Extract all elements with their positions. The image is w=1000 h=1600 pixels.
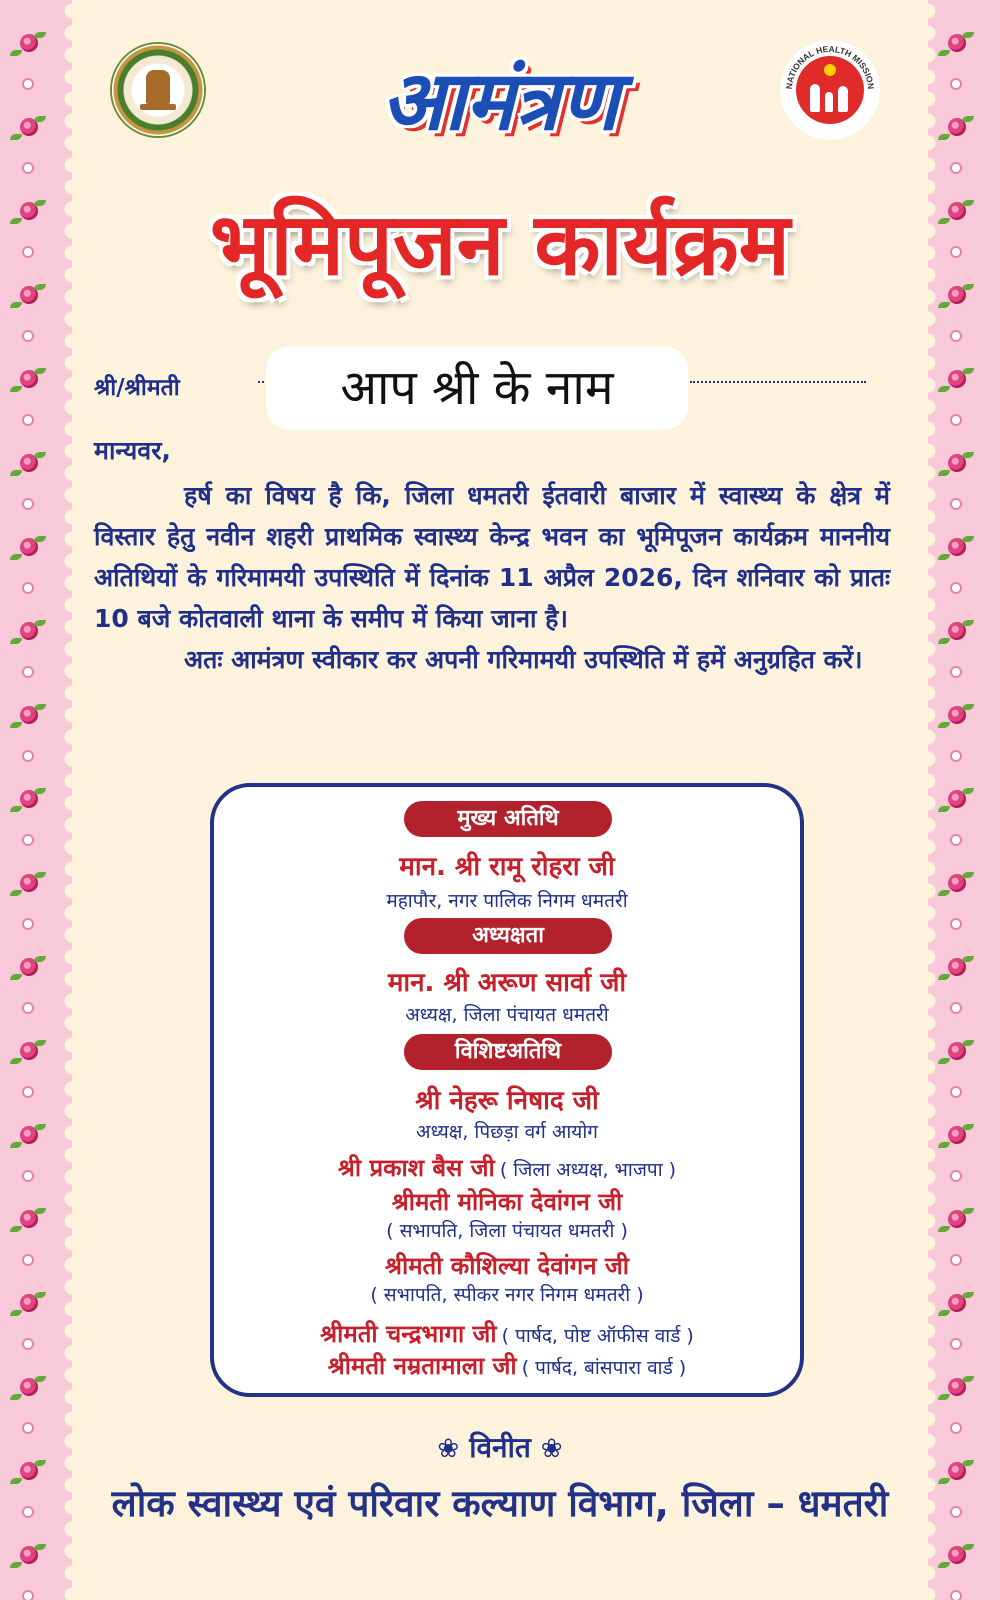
leaf-icon [34, 1292, 46, 1298]
small-flower-icon [24, 584, 32, 592]
leaf-icon [34, 1208, 46, 1214]
special-guest-name: श्री प्रकाश बैस जी [337, 1154, 495, 1182]
small-flower-icon [952, 416, 960, 424]
leaf-icon [10, 974, 22, 980]
leaf-icon [938, 1058, 950, 1064]
leaf-icon [10, 218, 22, 224]
leaf-icon [10, 470, 22, 476]
small-flower-icon [24, 1088, 32, 1096]
small-flower-icon [952, 1508, 960, 1516]
small-flower-icon [952, 80, 960, 88]
leaf-icon [962, 200, 974, 206]
leaf-icon [10, 890, 22, 896]
leaf-icon [938, 470, 950, 476]
salutation: मान्यवर, [94, 436, 171, 465]
small-flower-icon [24, 752, 32, 760]
leaf-icon [938, 1310, 950, 1316]
small-flower-icon [952, 248, 960, 256]
leaf-icon [962, 368, 974, 374]
ashoka-emblem-icon [146, 70, 170, 104]
small-flower-icon [952, 1088, 960, 1096]
special-guest-row [214, 1317, 800, 1350]
small-flower-icon [952, 920, 960, 928]
small-flower-icon [24, 1004, 32, 1012]
special-guest-name: श्रीमती नम्रतामाला जी [327, 1352, 517, 1380]
special-guest-designation: ( सभापति, जिला पंचायत धमतरी ) [386, 1220, 628, 1242]
leaf-icon [34, 200, 46, 206]
special-guest-name: श्रीमती चन्द्रभागा जी [320, 1320, 497, 1348]
special-guest-name: श्रीमती मोनिका देवांगन जी [391, 1188, 623, 1216]
special-guest-name: श्री नेहरू निषाद जी [415, 1086, 599, 1116]
ornament-left-icon: ❀ [437, 1434, 460, 1464]
invitation-letter [94, 430, 890, 680]
leaf-icon [938, 1394, 950, 1400]
small-flower-icon [24, 1340, 32, 1348]
small-flower-icon [24, 836, 32, 844]
leaf-icon [34, 620, 46, 626]
leaf-icon [938, 890, 950, 896]
leaf-icon [962, 956, 974, 962]
leaf-icon [10, 302, 22, 308]
leaf-icon [34, 1124, 46, 1130]
letter-paragraph-2: अतः आमंत्रण स्वीकार कर अपनी गरिमामयी उपस्थिति में हमें अनुग्रहित करें। [184, 645, 863, 674]
small-flower-icon [952, 752, 960, 760]
leaf-icon [938, 806, 950, 812]
special-guest-designation: ( सभापति, स्पीकर नगर निगम धमतरी ) [370, 1284, 644, 1306]
national-health-mission-logo-icon [780, 40, 880, 140]
leaf-icon [962, 1124, 974, 1130]
right-border-scallop [928, 0, 937, 1600]
leaf-icon [938, 386, 950, 392]
ornament-right-icon: ❀ [540, 1434, 563, 1464]
special-guest-designation: ( पार्षद, पोष्ट ऑफीस वार्ड ) [501, 1325, 694, 1347]
department-name: लोक स्वास्थ्य एवं परिवार कल्याण विभाग, जिला – धमतरी [111, 1482, 889, 1525]
leaf-icon [962, 872, 974, 878]
leaf-icon [962, 704, 974, 710]
leaf-icon [10, 50, 22, 56]
special-guest-row [214, 1151, 800, 1184]
leaf-icon [34, 284, 46, 290]
special-guest-designation: ( पार्षद, बांसपारा वार्ड ) [521, 1357, 687, 1379]
leaf-icon [938, 218, 950, 224]
small-flower-icon [24, 248, 32, 256]
leaf-icon [962, 1376, 974, 1382]
leaf-icon [34, 368, 46, 374]
closing-word: विनीत [469, 1431, 531, 1464]
leaf-icon [10, 1058, 22, 1064]
small-flower-icon [24, 416, 32, 424]
small-flower-icon [952, 1340, 960, 1348]
leaf-icon [34, 704, 46, 710]
leaf-icon [962, 32, 974, 38]
small-flower-icon [24, 1172, 32, 1180]
leaf-icon [938, 554, 950, 560]
right-floral-border [928, 0, 1000, 1600]
leaf-icon [962, 1208, 974, 1214]
leaf-icon [10, 1226, 22, 1232]
leaf-icon [10, 1478, 22, 1484]
leaf-icon [34, 1544, 46, 1550]
leaf-icon [34, 1376, 46, 1382]
leaf-icon [10, 1394, 22, 1400]
letter-paragraph-1: हर्ष का विषय है कि, जिला धमतरी ईतवारी बाजार में स्वास्थ्य के क्षेत्र में विस्तार हेतु नवीन शहरी प्राथमिक स्वास्थ्य केन्द्र भवन का भूमिपूजन कार्यक्रम माननीय अतिथियों के गरिमामयी उपस्थिति में दिनांक 11 अप्रैल 2026, दिन शनिवार को प्रातः 10 बजे कोतवाली थाना के समीप में किया जाना है। [94, 481, 890, 633]
man-figure-icon [810, 84, 820, 112]
leaf-icon [938, 1142, 950, 1148]
small-flower-icon [24, 332, 32, 340]
chhattisgarh-government-seal-icon [112, 44, 204, 136]
leaf-icon [938, 1226, 950, 1232]
leaf-icon [10, 1310, 22, 1316]
special-guest-heading: विशिष्टअतिथि [404, 1034, 612, 1070]
leaf-icon [938, 974, 950, 980]
presiding-heading: अध्यक्षता [404, 918, 612, 954]
small-flower-icon [952, 332, 960, 340]
leaf-icon [962, 1544, 974, 1550]
leaf-icon [938, 50, 950, 56]
invitation-title: आमंत्रण [381, 53, 619, 149]
leaf-icon [10, 806, 22, 812]
leaf-icon [10, 722, 22, 728]
left-floral-border [0, 0, 72, 1600]
closing-line [0, 1428, 1000, 1466]
small-flower-icon [952, 1256, 960, 1264]
leaf-icon [10, 638, 22, 644]
leaf-icon [34, 788, 46, 794]
leaf-icon [10, 554, 22, 560]
small-flower-icon [952, 164, 960, 172]
presiding-guest-name: मान. श्री अरूण सार्वा जी [387, 968, 627, 998]
leaf-icon [34, 1040, 46, 1046]
nhm-ring-label: NATIONAL HEALTH MISSION [783, 43, 877, 90]
special-guest-designation: ( जिला अध्यक्ष, भाजपा ) [499, 1159, 677, 1181]
small-flower-icon [952, 1592, 960, 1600]
chief-guest-heading: मुख्य अतिथि [404, 801, 612, 837]
leaf-icon [34, 536, 46, 542]
leaf-icon [962, 284, 974, 290]
chief-guest-designation: महापौर, नगर पालिक निगम धमतरी [386, 890, 628, 912]
small-flower-icon [952, 1172, 960, 1180]
leaf-icon [938, 302, 950, 308]
small-flower-icon [952, 500, 960, 508]
leaf-icon [34, 872, 46, 878]
guests-panel [210, 783, 804, 1397]
leaf-icon [10, 386, 22, 392]
leaf-icon [34, 452, 46, 458]
presiding-guest-designation: अध्यक्ष, जिला पंचायत धमतरी [405, 1004, 609, 1026]
woman-figure-icon [838, 86, 848, 112]
special-guest-name: श्रीमती कौशिल्या देवांगन जी [385, 1252, 629, 1280]
leaf-icon [938, 1478, 950, 1484]
small-flower-icon [952, 836, 960, 844]
leaf-icon [34, 116, 46, 122]
event-title: भूमिपूजन कार्यक्रम [209, 195, 791, 295]
leaf-icon [962, 1292, 974, 1298]
nhm-red-circle [796, 56, 864, 124]
small-flower-icon [24, 80, 32, 88]
small-flower-icon [24, 164, 32, 172]
leaf-icon [938, 1562, 950, 1568]
leaf-icon [34, 32, 46, 38]
leaf-icon [10, 1142, 22, 1148]
leaf-icon [938, 134, 950, 140]
small-flower-icon [952, 584, 960, 592]
small-flower-icon [24, 668, 32, 676]
leaf-icon [962, 116, 974, 122]
leaf-icon [938, 722, 950, 728]
leaf-icon [10, 1562, 22, 1568]
leaf-icon [962, 452, 974, 458]
left-border-scallop [63, 0, 72, 1600]
leaf-icon [938, 638, 950, 644]
leaf-icon [962, 536, 974, 542]
small-flower-icon [24, 1256, 32, 1264]
name-dotted-line-right [690, 381, 866, 383]
small-flower-icon [952, 1004, 960, 1012]
special-guest-designation: अध्यक्ष, पिछड़ा वर्ग आयोग [416, 1121, 598, 1143]
small-flower-icon [952, 668, 960, 676]
leaf-icon [962, 1040, 974, 1046]
small-flower-icon [24, 1592, 32, 1600]
invitee-name: आप श्री के नाम [266, 346, 688, 430]
leaf-icon [962, 788, 974, 794]
child-figure-icon [825, 92, 833, 112]
sun-icon [824, 64, 836, 76]
leaf-icon [34, 956, 46, 962]
small-flower-icon [24, 1508, 32, 1516]
small-flower-icon [24, 920, 32, 928]
leaf-icon [962, 620, 974, 626]
invitee-label: श्री/श्रीमती [94, 375, 180, 401]
chief-guest-name: मान. श्री रामू रोहरा जी [399, 852, 615, 882]
small-flower-icon [24, 500, 32, 508]
leaf-icon [10, 134, 22, 140]
special-guest-row [214, 1349, 800, 1382]
